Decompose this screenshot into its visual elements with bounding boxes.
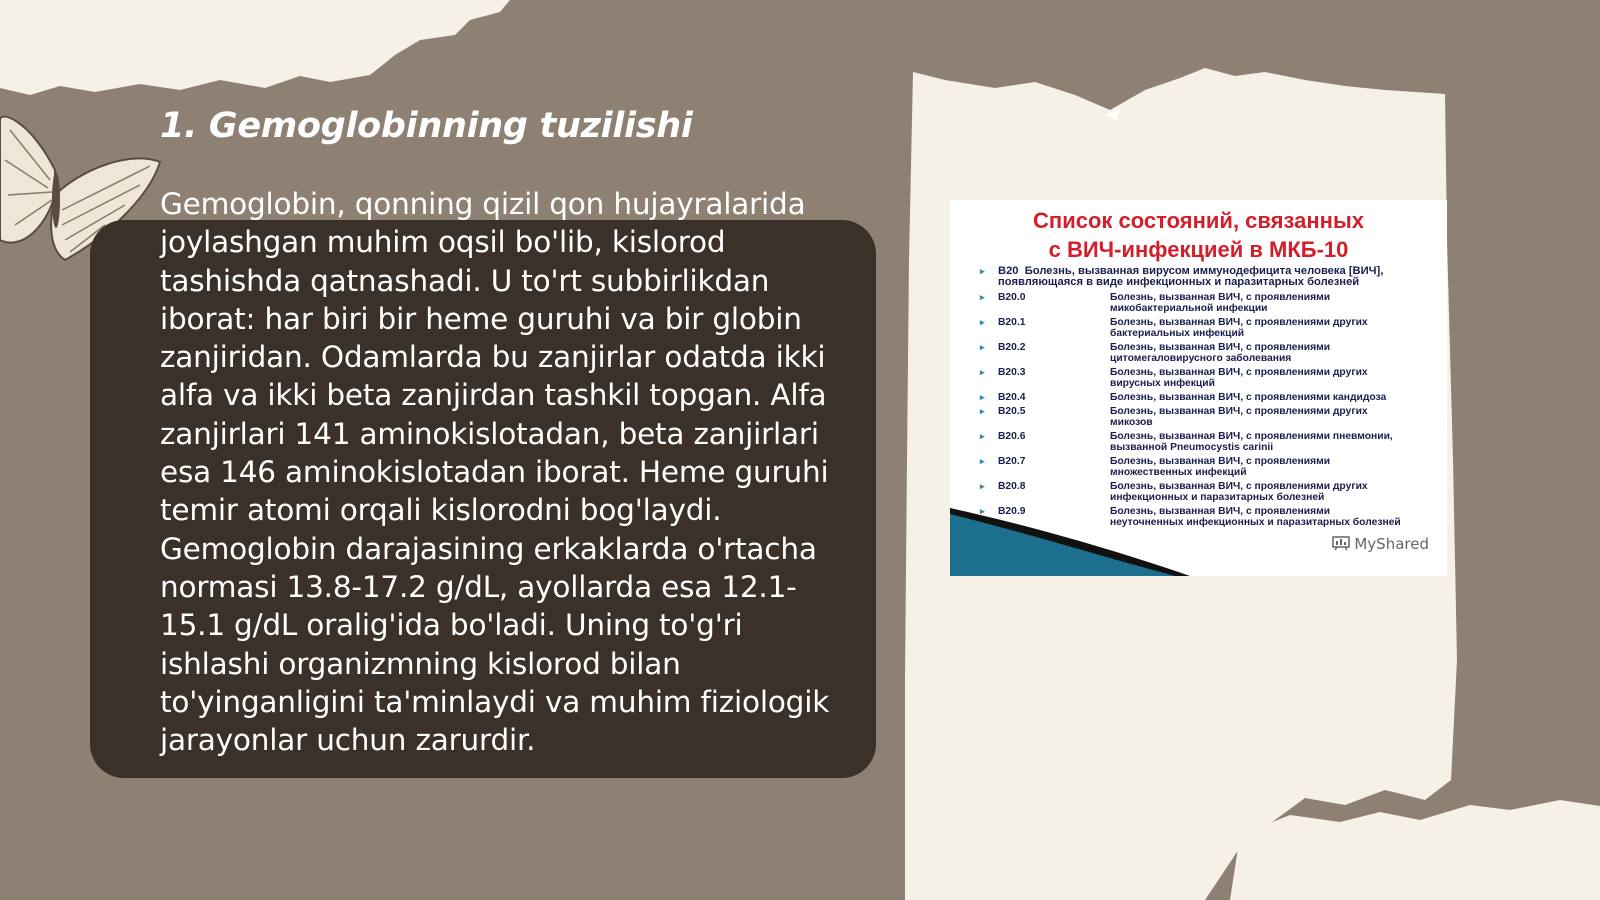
doc-row-line1: Болезнь, вызванная ВИЧ, с проявлениями других — [1110, 481, 1368, 492]
doc-row-line2: вирусных инфекций — [1110, 378, 1215, 389]
blue-swoosh-decoration — [950, 500, 1190, 576]
doc-row-code: B20.7 — [998, 456, 1026, 467]
doc-row-line1: Болезнь, вызванная ВИЧ, с проявлениями кандидоза — [1110, 392, 1387, 403]
doc-header-text: Болезнь, вызванная вирусом иммунодефицита человека [ВИЧ], появляющаяся в виде инфекционных и паразитарных болезней — [998, 265, 1384, 288]
doc-row-line2: микобактериальной инфекции — [1110, 303, 1268, 314]
bullet-icon: ▸ — [980, 342, 985, 352]
doc-row-line1: Болезнь, вызванная ВИЧ, с проявлениями — [1110, 292, 1331, 303]
slide-body-text: Gemoglobin, qonning qizil qon hujayralarida joylashgan muhim oqsil bo'lib, kislorod tashishda qatnashadi. U to'rt subbirlikdan iborat: har biri bir heme guruhi va bir globin zanjiridan. Odamlarda bu zanjirlar odatda ikki alfa va ikki beta zanjirdan tashkil topgan. Alfa zanjirlari 141 aminokislotadan, beta zanjirlari esa 146 aminokislotadan iborat. Heme guruhi temir atomi orqali kislorodni bog'laydi. Gemoglobin darajasining erkaklarda o'rtacha normasi 13.8-17.2 g/dL, ayollarda esa 12.1-15.1 g/dL oralig'ida bo'ladi. Uning to'g'ri ishlashi organizmning kislorod bilan to'yinganligini ta'minlaydi va muhim fiziologik jarayonlar uchun zarurdir. — [160, 187, 830, 758]
bullet-icon: ▸ — [980, 266, 985, 276]
doc-row — [980, 292, 1435, 318]
doc-row-code: B20.1 — [998, 317, 1026, 328]
doc-row — [980, 456, 1435, 482]
doc-row-code: B20.3 — [998, 367, 1026, 378]
watermark — [1332, 535, 1429, 553]
doc-row — [980, 367, 1435, 393]
doc-row-code: B20.4 — [998, 392, 1026, 403]
bullet-icon: ▸ — [980, 481, 985, 491]
doc-row — [980, 406, 1435, 432]
bullet-icon: ▸ — [980, 292, 985, 302]
bullet-icon: ▸ — [980, 367, 985, 377]
doc-title-line1: Список состояний, связанных — [1033, 208, 1364, 233]
doc-header-code: B20 — [998, 265, 1019, 277]
doc-row-line2: микозов — [1110, 417, 1153, 428]
doc-row-line2: цитомегаловирусного заболевания — [1110, 353, 1292, 364]
doc-row-line1: Болезнь, вызванная ВИЧ, с проявлениями — [1110, 456, 1331, 467]
doc-row-code: B20.0 — [998, 292, 1026, 303]
doc-row-line1: Болезнь, вызванная ВИЧ, с проявлениями других — [1110, 317, 1368, 328]
doc-row-line2: множественных инфекций — [1110, 467, 1247, 478]
slide-title: 1. Gemoglobinning tuzilishi — [160, 106, 693, 146]
doc-row — [980, 342, 1435, 368]
watermark-text: MyShared — [1354, 535, 1429, 553]
doc-title — [950, 206, 1447, 264]
doc-title-line2: с ВИЧ-инфекцией в МКБ-10 — [1048, 237, 1349, 262]
doc-row-line1: Болезнь, вызванная ВИЧ, с проявлениями — [1110, 506, 1331, 517]
bullet-icon: ▸ — [980, 317, 985, 327]
bullet-icon: ▸ — [980, 431, 985, 441]
doc-row-line1: Болезнь, вызванная ВИЧ, с проявлениями других — [1110, 406, 1368, 417]
doc-row-code: B20.9 — [998, 506, 1026, 517]
document-image — [950, 200, 1447, 576]
doc-row-line1: Болезнь, вызванная ВИЧ, с проявлениями пневмонии, — [1110, 431, 1393, 442]
doc-row-line2: вызванной Pneumocystis carinii — [1110, 442, 1274, 453]
bullet-icon: ▸ — [980, 392, 985, 402]
myshared-logo-icon — [1332, 535, 1350, 551]
doc-row-code: B20.8 — [998, 481, 1026, 492]
doc-row-line1: Болезнь, вызванная ВИЧ, с проявлениями — [1110, 342, 1331, 353]
doc-row-code: B20.5 — [998, 406, 1026, 417]
doc-row-line1: Болезнь, вызванная ВИЧ, с проявлениями других — [1110, 367, 1368, 378]
doc-row-code: B20.2 — [998, 342, 1026, 353]
bullet-icon: ▸ — [980, 456, 985, 466]
bullet-icon: ▸ — [980, 406, 985, 416]
doc-row — [980, 317, 1435, 343]
doc-row — [980, 431, 1435, 457]
doc-row-line2: бактериальных инфекций — [1110, 328, 1245, 339]
doc-row-line2: инфекционных и паразитарных болезней — [1110, 492, 1325, 503]
doc-row-line2: неуточненных инфекционных и паразитарных болезней — [1110, 517, 1401, 528]
doc-row-code: B20.6 — [998, 431, 1026, 442]
bullet-icon: ▸ — [980, 506, 985, 516]
